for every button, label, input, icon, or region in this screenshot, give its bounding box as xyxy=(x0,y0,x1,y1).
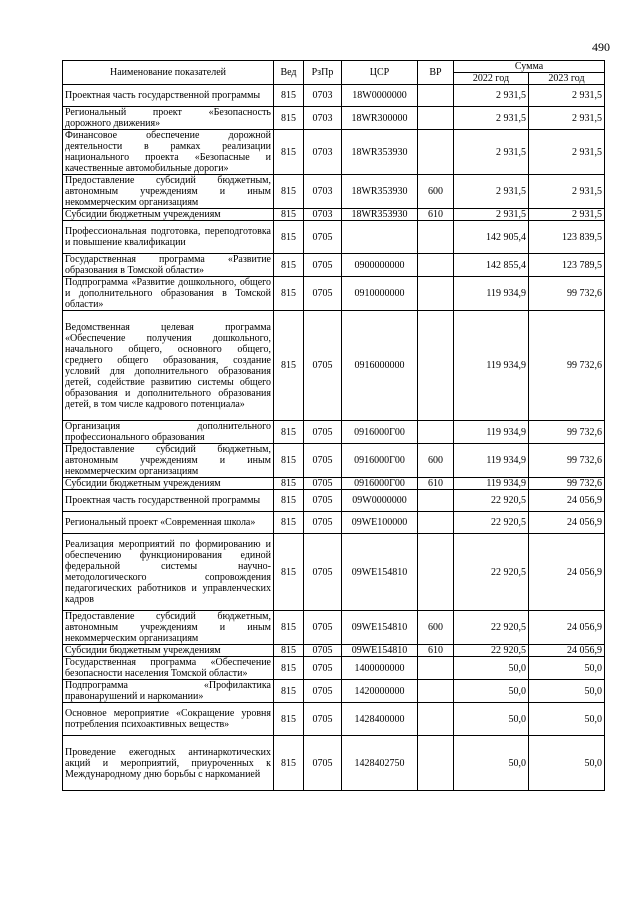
row-name: Проектная часть государственной программы xyxy=(63,490,274,512)
row-ved: 815 xyxy=(274,611,304,645)
budget-table xyxy=(62,60,605,791)
row-ved: 815 xyxy=(274,512,304,534)
row-ved: 815 xyxy=(274,534,304,611)
row-rzpr: 0703 xyxy=(304,209,342,221)
row-rzpr: 0705 xyxy=(304,221,342,254)
row-name: Региональный проект «Безопасность дорожного движения» xyxy=(63,107,274,130)
row-rzpr: 0705 xyxy=(304,254,342,277)
row-ved: 815 xyxy=(274,311,304,421)
row-csr: 1428400000 xyxy=(342,703,418,736)
row-amount-2022: 22 920,5 xyxy=(454,645,529,657)
row-name: Проведение ежегодных антинаркотических акций и мероприятий, приуроченных к Международному дню борьбы с наркоманией xyxy=(63,736,274,791)
row-amount-2022: 2 931,5 xyxy=(454,85,529,107)
row-name: Организация дополнительного профессионального образования xyxy=(63,421,274,444)
row-name: Проектная часть государственной программы xyxy=(63,85,274,107)
row-ved: 815 xyxy=(274,421,304,444)
row-ved: 815 xyxy=(274,130,304,175)
row-ved: 815 xyxy=(274,254,304,277)
row-amount-2023: 123 789,5 xyxy=(529,254,605,277)
row-amount-2023: 123 839,5 xyxy=(529,221,605,254)
row-csr: 0916000Г00 xyxy=(342,478,418,490)
row-rzpr: 0705 xyxy=(304,512,342,534)
table-row xyxy=(63,736,605,791)
row-amount-2023: 99 732,6 xyxy=(529,311,605,421)
row-rzpr: 0703 xyxy=(304,85,342,107)
row-csr: 09WE154810 xyxy=(342,645,418,657)
row-rzpr: 0705 xyxy=(304,478,342,490)
row-amount-2022: 22 920,5 xyxy=(454,534,529,611)
header-vr: ВР xyxy=(418,61,454,85)
row-name: Субсидии бюджетным учреждениям xyxy=(63,478,274,490)
row-amount-2022: 50,0 xyxy=(454,703,529,736)
row-name: Ведомственная целевая программа «Обеспечение получения дошкольного, начального общего, основного общего, среднего общего образования, создание условий для дополнительного образования детей, содействие развитию системы общего образования и дополнительного образования детей, в том числе кадрового потенциала» xyxy=(63,311,274,421)
table-row xyxy=(63,444,605,478)
row-rzpr: 0705 xyxy=(304,444,342,478)
row-amount-2023: 24 056,9 xyxy=(529,534,605,611)
row-vr: 610 xyxy=(418,478,454,490)
row-rzpr: 0705 xyxy=(304,490,342,512)
row-amount-2022: 2 931,5 xyxy=(454,130,529,175)
row-rzpr: 0705 xyxy=(304,311,342,421)
table-row xyxy=(63,85,605,107)
row-name: Предоставление субсидий бюджетным, автономным учреждениям и иным некоммерческим организациям xyxy=(63,444,274,478)
row-vr: 600 xyxy=(418,444,454,478)
row-amount-2022: 119 934,9 xyxy=(454,421,529,444)
table-row xyxy=(63,611,605,645)
row-csr: 1428402750 xyxy=(342,736,418,791)
header-name: Наименование показателей xyxy=(63,61,274,85)
header-ved: Вед xyxy=(274,61,304,85)
row-ved: 815 xyxy=(274,444,304,478)
row-csr: 0910000000 xyxy=(342,277,418,311)
row-ved: 815 xyxy=(274,277,304,311)
row-ved: 815 xyxy=(274,175,304,209)
row-rzpr: 0703 xyxy=(304,107,342,130)
row-amount-2022: 50,0 xyxy=(454,680,529,703)
table-row xyxy=(63,311,605,421)
row-amount-2023: 99 732,6 xyxy=(529,478,605,490)
header-year-2023: 2023 год xyxy=(529,73,605,85)
row-amount-2022: 2 931,5 xyxy=(454,175,529,209)
row-amount-2023: 50,0 xyxy=(529,736,605,791)
row-csr: 1400000000 xyxy=(342,657,418,680)
table-row xyxy=(63,221,605,254)
row-name: Профессиональная подготовка, переподготовка и повышение квалификации xyxy=(63,221,274,254)
row-ved: 815 xyxy=(274,490,304,512)
row-name: Основное мероприятие «Сокращение уровня потребления психоактивных веществ» xyxy=(63,703,274,736)
row-csr: 0916000Г00 xyxy=(342,421,418,444)
row-amount-2023: 50,0 xyxy=(529,657,605,680)
row-vr xyxy=(418,657,454,680)
row-amount-2023: 24 056,9 xyxy=(529,512,605,534)
row-vr xyxy=(418,221,454,254)
row-rzpr: 0705 xyxy=(304,703,342,736)
row-amount-2022: 142 905,4 xyxy=(454,221,529,254)
row-name: Государственная программа «Обеспечение безопасности населения Томской области» xyxy=(63,657,274,680)
row-csr: 09WE154810 xyxy=(342,534,418,611)
row-ved: 815 xyxy=(274,657,304,680)
table-row xyxy=(63,107,605,130)
row-amount-2023: 24 056,9 xyxy=(529,645,605,657)
row-vr xyxy=(418,421,454,444)
row-name: Государственная программа «Развитие образования в Томской области» xyxy=(63,254,274,277)
row-ved: 815 xyxy=(274,478,304,490)
row-csr xyxy=(342,221,418,254)
row-amount-2023: 2 931,5 xyxy=(529,85,605,107)
header-csr: ЦСР xyxy=(342,61,418,85)
row-rzpr: 0705 xyxy=(304,421,342,444)
row-vr xyxy=(418,311,454,421)
row-vr xyxy=(418,736,454,791)
row-name: Подпрограмма «Профилактика правонарушений и наркомании» xyxy=(63,680,274,703)
row-name: Субсидии бюджетным учреждениям xyxy=(63,645,274,657)
table-row xyxy=(63,421,605,444)
row-amount-2022: 50,0 xyxy=(454,657,529,680)
row-vr xyxy=(418,85,454,107)
row-amount-2023: 99 732,6 xyxy=(529,277,605,311)
row-vr xyxy=(418,130,454,175)
row-ved: 815 xyxy=(274,736,304,791)
row-vr xyxy=(418,107,454,130)
row-ved: 815 xyxy=(274,221,304,254)
row-amount-2023: 50,0 xyxy=(529,703,605,736)
row-csr: 18WR300000 xyxy=(342,107,418,130)
table-row xyxy=(63,703,605,736)
table-row xyxy=(63,209,605,221)
row-rzpr: 0703 xyxy=(304,130,342,175)
row-name: Подпрограмма «Развитие дошкольного, общего и дополнительного образования в Томской области» xyxy=(63,277,274,311)
row-ved: 815 xyxy=(274,703,304,736)
row-amount-2023: 99 732,6 xyxy=(529,421,605,444)
row-csr: 18WR353930 xyxy=(342,130,418,175)
row-ved: 815 xyxy=(274,209,304,221)
row-amount-2023: 50,0 xyxy=(529,680,605,703)
row-amount-2023: 99 732,6 xyxy=(529,444,605,478)
row-rzpr: 0705 xyxy=(304,645,342,657)
row-csr: 18W0000000 xyxy=(342,85,418,107)
header-year-2022: 2022 год xyxy=(454,73,529,85)
table-row xyxy=(63,645,605,657)
row-amount-2022: 142 855,4 xyxy=(454,254,529,277)
row-amount-2022: 2 931,5 xyxy=(454,107,529,130)
table-row xyxy=(63,657,605,680)
row-vr: 600 xyxy=(418,175,454,209)
row-amount-2022: 119 934,9 xyxy=(454,277,529,311)
row-vr xyxy=(418,254,454,277)
row-rzpr: 0703 xyxy=(304,175,342,209)
table-row xyxy=(63,512,605,534)
table-body xyxy=(63,85,605,791)
row-name: Финансовое обеспечение дорожной деятельности в рамках реализации национального проекта «Безопасные и качественные автомобильные дороги» xyxy=(63,130,274,175)
row-vr xyxy=(418,534,454,611)
row-vr: 610 xyxy=(418,209,454,221)
row-amount-2022: 119 934,9 xyxy=(454,444,529,478)
header-row xyxy=(63,61,605,73)
row-csr: 09WE154810 xyxy=(342,611,418,645)
row-csr: 0916000Г00 xyxy=(342,444,418,478)
row-amount-2022: 22 920,5 xyxy=(454,490,529,512)
row-rzpr: 0705 xyxy=(304,657,342,680)
row-amount-2022: 119 934,9 xyxy=(454,478,529,490)
row-amount-2023: 2 931,5 xyxy=(529,130,605,175)
row-amount-2023: 2 931,5 xyxy=(529,107,605,130)
row-vr xyxy=(418,490,454,512)
row-amount-2023: 24 056,9 xyxy=(529,490,605,512)
row-rzpr: 0705 xyxy=(304,534,342,611)
row-amount-2023: 2 931,5 xyxy=(529,209,605,221)
row-csr: 1420000000 xyxy=(342,680,418,703)
row-amount-2023: 24 056,9 xyxy=(529,611,605,645)
row-name: Региональный проект «Современная школа» xyxy=(63,512,274,534)
header-rzpr: РзПр xyxy=(304,61,342,85)
row-amount-2022: 22 920,5 xyxy=(454,512,529,534)
row-vr xyxy=(418,703,454,736)
row-csr: 0916000000 xyxy=(342,311,418,421)
row-ved: 815 xyxy=(274,85,304,107)
table-row xyxy=(63,175,605,209)
row-name: Предоставление субсидий бюджетным, автономным учреждениям и иным некоммерческим организациям xyxy=(63,175,274,209)
table-row xyxy=(63,490,605,512)
row-amount-2022: 50,0 xyxy=(454,736,529,791)
row-name: Реализация мероприятий по формированию и обеспечению функционирования единой федеральной системы научно-методологического сопровождения педагогических работников и управленческих кадров xyxy=(63,534,274,611)
row-amount-2022: 119 934,9 xyxy=(454,311,529,421)
row-rzpr: 0705 xyxy=(304,736,342,791)
table-row xyxy=(63,254,605,277)
row-name: Предоставление субсидий бюджетным, автономным учреждениям и иным некоммерческим организациям xyxy=(63,611,274,645)
row-csr: 0900000000 xyxy=(342,254,418,277)
row-vr xyxy=(418,512,454,534)
table-row xyxy=(63,478,605,490)
row-csr: 18WR353930 xyxy=(342,175,418,209)
row-csr: 09WE100000 xyxy=(342,512,418,534)
row-csr: 18WR353930 xyxy=(342,209,418,221)
row-name: Субсидии бюджетным учреждениям xyxy=(63,209,274,221)
row-vr: 600 xyxy=(418,611,454,645)
row-rzpr: 0705 xyxy=(304,277,342,311)
page-number: 490 xyxy=(592,40,610,54)
row-rzpr: 0705 xyxy=(304,611,342,645)
table-row xyxy=(63,277,605,311)
row-amount-2022: 22 920,5 xyxy=(454,611,529,645)
row-vr: 610 xyxy=(418,645,454,657)
row-amount-2022: 2 931,5 xyxy=(454,209,529,221)
row-rzpr: 0705 xyxy=(304,680,342,703)
row-vr xyxy=(418,680,454,703)
table-row xyxy=(63,680,605,703)
row-ved: 815 xyxy=(274,645,304,657)
row-csr: 09W0000000 xyxy=(342,490,418,512)
row-vr xyxy=(418,277,454,311)
header-sum: Сумма xyxy=(454,61,605,73)
table-row xyxy=(63,130,605,175)
row-ved: 815 xyxy=(274,680,304,703)
row-amount-2023: 2 931,5 xyxy=(529,175,605,209)
table-row xyxy=(63,534,605,611)
row-ved: 815 xyxy=(274,107,304,130)
